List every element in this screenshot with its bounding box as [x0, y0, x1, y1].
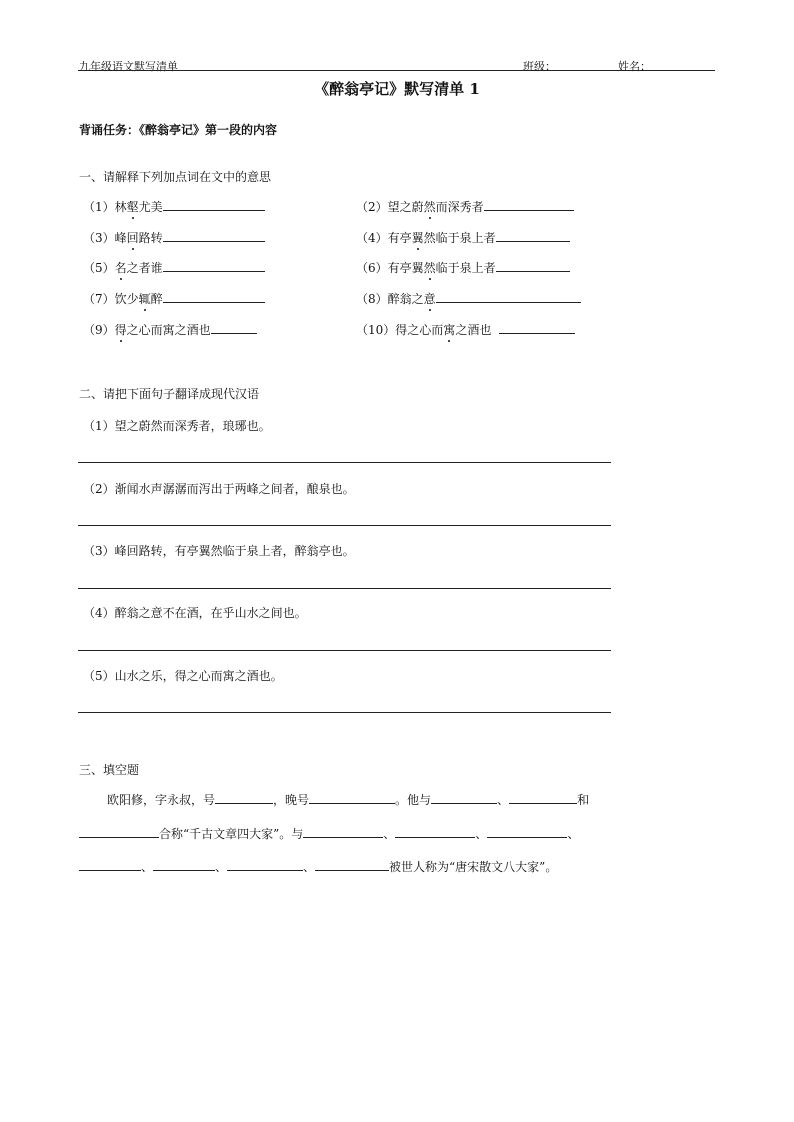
translate-item-3: （3）峰回路转，有亭翼然临于泉上者，醉翁亭也。	[83, 544, 355, 558]
answer-blank[interactable]	[163, 290, 265, 303]
page-title: 《醉翁亭记》默写清单 1	[314, 80, 480, 98]
section2-heading: 二、请把下面句子翻译成现代汉语	[79, 387, 260, 401]
answer-blank[interactable]	[163, 259, 265, 272]
translate-item-5: （5）山水之乐，得之心而寓之酒也。	[83, 669, 283, 683]
answer-blank[interactable]	[484, 198, 574, 211]
vocab-item-10: （10）得之心而寓之酒也	[356, 321, 575, 338]
blank-hao[interactable]	[215, 791, 273, 804]
blank-wanhao[interactable]	[309, 791, 395, 804]
header-class-label: 班级：	[523, 60, 556, 73]
blank-author-8[interactable]	[153, 858, 215, 871]
section3-heading: 三、填空题	[79, 763, 140, 777]
answer-blank[interactable]	[499, 321, 575, 334]
answer-blank[interactable]	[496, 259, 570, 272]
answer-line-3[interactable]	[78, 588, 611, 589]
blank-author-4[interactable]	[303, 825, 383, 838]
vocab-item-3: （3）峰回路转	[83, 229, 265, 246]
header-doc-title: 九年级语文默写清单	[79, 60, 178, 73]
blank-author-7[interactable]	[79, 858, 141, 871]
answer-blank[interactable]	[436, 290, 581, 303]
vocab-item-1: （1）林壑尤美	[83, 198, 265, 215]
vocab-item-5: （5）名之者谁	[83, 259, 265, 276]
vocab-item-2: （2）望之蔚然而深秀者	[356, 198, 574, 215]
header-rule	[78, 70, 715, 71]
blank-author-10[interactable]	[315, 858, 389, 871]
recite-task: 背诵任务：《醉翁亭记》第一段的内容	[79, 123, 278, 137]
blank-author-6[interactable]	[487, 825, 567, 838]
vocab-item-7: （7）饮少辄醉	[83, 290, 265, 307]
vocab-item-8: （8）醉翁之意	[356, 290, 581, 307]
answer-line-4[interactable]	[78, 650, 611, 651]
answer-blank[interactable]	[211, 321, 257, 334]
answer-blank[interactable]	[163, 198, 265, 211]
answer-blank[interactable]	[496, 229, 570, 242]
fill-line-2: 合称“千古文章四大家”。与 、 、 、	[79, 818, 579, 850]
vocab-item-9: （9）得之心而寓之酒也	[83, 321, 257, 338]
blank-author-3[interactable]	[79, 825, 159, 838]
vocab-item-4: （4）有亭翼然临于泉上者	[356, 229, 570, 246]
blank-author-9[interactable]	[227, 858, 303, 871]
section1-heading: 一、请解释下列加点词在文中的意思	[79, 170, 272, 184]
blank-author-1[interactable]	[431, 791, 497, 804]
vocab-item-6: （6）有亭翼然临于泉上者	[356, 259, 570, 276]
answer-line-5[interactable]	[78, 712, 611, 713]
translate-item-2: （2）渐闻水声潺潺而泻出于两峰之间者，酿泉也。	[83, 482, 355, 496]
answer-line-2[interactable]	[78, 525, 611, 526]
answer-blank[interactable]	[163, 229, 265, 242]
answer-line-1[interactable]	[78, 462, 611, 463]
fill-line-3: 、 、 、 被世人称为“唐宋散文八大家”。	[79, 851, 557, 883]
header-name-label: 姓名：	[618, 60, 651, 73]
fill-line-1: 欧阳修，字永叔，号 ，晚号 。他与 、 和	[107, 793, 590, 807]
translate-item-1: （1）望之蔚然而深秀者，琅琊也。	[83, 419, 271, 433]
blank-author-5[interactable]	[395, 825, 475, 838]
translate-item-4: （4）醉翁之意不在酒，在乎山水之间也。	[83, 606, 307, 620]
blank-author-2[interactable]	[509, 791, 577, 804]
